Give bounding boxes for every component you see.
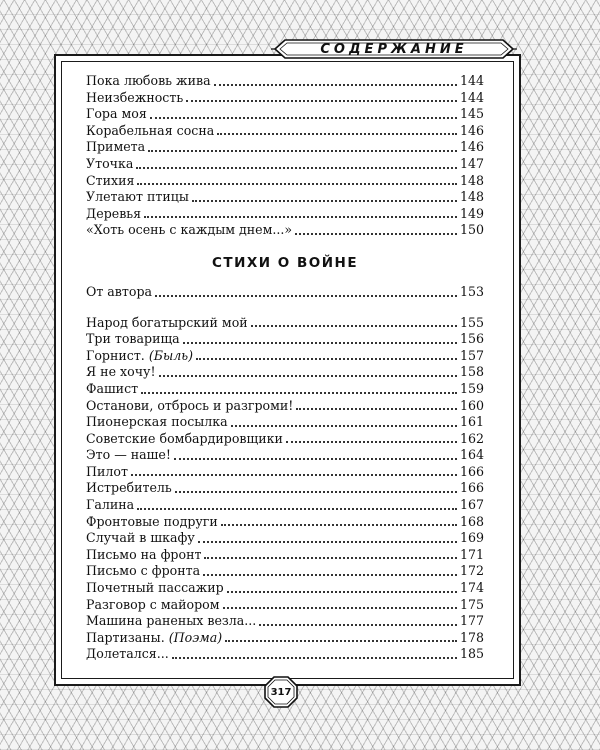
spacer <box>86 301 484 315</box>
dot-leader <box>203 566 457 576</box>
section-heading: СТИХИ О ВОЙНЕ <box>211 254 359 271</box>
toc-entry <box>86 206 484 223</box>
dot-leader <box>221 516 457 526</box>
dot-leader <box>214 76 457 86</box>
entry-page: 150 <box>459 222 484 238</box>
dot-leader <box>175 483 457 493</box>
entry-page: 185 <box>459 646 484 662</box>
entry-title: Народ богатырский мой <box>86 314 248 330</box>
entry-page: 161 <box>459 414 484 430</box>
dot-leader <box>159 367 457 377</box>
dot-leader <box>192 192 457 202</box>
dot-leader <box>225 632 457 642</box>
toc-entry <box>86 398 484 415</box>
toc-entry <box>86 630 484 647</box>
dot-leader <box>227 583 457 593</box>
toc-entry <box>86 123 484 140</box>
entry-title: Письмо с фронта <box>86 563 201 579</box>
entry-page: 175 <box>459 596 484 612</box>
dot-leader <box>204 549 457 559</box>
dot-leader <box>144 208 457 218</box>
page-number: 317 <box>270 686 292 698</box>
entry-page: 172 <box>459 563 484 579</box>
header-title: СОДЕРЖАНИЕ <box>320 41 468 57</box>
entry-page: 155 <box>459 314 484 330</box>
toc-entry <box>86 613 484 630</box>
dot-leader <box>251 317 457 327</box>
header-banner <box>271 38 517 60</box>
toc-group-1 <box>86 73 484 239</box>
dot-leader <box>174 450 457 460</box>
toc-entry <box>86 447 484 464</box>
toc-entry <box>86 381 484 398</box>
dot-leader <box>259 616 457 626</box>
entry-title: Фронтовые подруги <box>86 513 218 529</box>
entry-title: Долетался... <box>86 646 169 662</box>
entry-title: Корабельная сосна <box>86 122 215 138</box>
toc-entry <box>86 106 484 123</box>
entry-page: 146 <box>459 122 484 138</box>
entry-page: 148 <box>459 189 484 205</box>
page-number-badge <box>264 676 298 708</box>
entry-title: «Хоть осень с каждым днем...» <box>86 222 293 238</box>
entry-page: 144 <box>459 73 484 88</box>
entry-page: 158 <box>459 364 484 380</box>
entry-page: 171 <box>459 546 484 562</box>
toc-entry <box>86 156 484 173</box>
entry-title: Фашист <box>86 380 139 396</box>
toc-entry <box>86 331 484 348</box>
dot-leader <box>137 175 457 185</box>
entry-page: 169 <box>459 530 484 546</box>
toc-entry <box>86 189 484 206</box>
dot-leader <box>286 433 457 443</box>
dot-leader <box>198 533 457 543</box>
entry-title: Советские бомбардировщики <box>86 430 283 446</box>
entry-page: 178 <box>459 629 484 645</box>
entry-title: Это — наше! <box>86 447 171 463</box>
entry-page: 153 <box>459 283 484 299</box>
toc-entry-intro <box>86 284 484 301</box>
entry-title: Стихия <box>86 172 135 188</box>
entry-page: 177 <box>459 613 484 629</box>
entry-page: 144 <box>459 89 484 105</box>
toc-entry <box>86 73 484 90</box>
entry-title <box>86 630 222 647</box>
entry-title: Я не хочу! <box>86 364 156 380</box>
entry-title: Случай в шкафу <box>86 530 195 546</box>
entry-page: 147 <box>459 155 484 171</box>
toc-entry <box>86 563 484 580</box>
toc-entry <box>86 646 484 663</box>
toc-entry <box>86 431 484 448</box>
dot-leader <box>148 142 457 152</box>
dot-leader <box>186 92 457 102</box>
dot-leader <box>172 649 457 659</box>
toc-entry <box>86 222 484 239</box>
dot-leader <box>141 384 457 394</box>
toc-entry <box>86 497 484 514</box>
dot-leader <box>196 350 457 360</box>
entry-page: 174 <box>459 580 484 596</box>
entry-title: Истребитель <box>86 480 172 496</box>
entry-title: От автора <box>86 283 153 299</box>
dot-leader <box>131 466 457 476</box>
entry-page: 166 <box>459 463 484 479</box>
entry-page: 148 <box>459 172 484 188</box>
table-of-contents <box>86 73 484 663</box>
toc-entry <box>86 530 484 547</box>
entry-title: Примета <box>86 139 146 155</box>
dot-leader <box>183 334 457 344</box>
entry-title-main: Горнист. <box>86 347 145 363</box>
entry-page: 146 <box>459 139 484 155</box>
entry-page: 164 <box>459 447 484 463</box>
entry-title: Уточка <box>86 155 134 171</box>
entry-title: Пилот <box>86 463 128 479</box>
toc-entry <box>86 315 484 332</box>
toc-entry <box>86 139 484 156</box>
toc-entry <box>86 464 484 481</box>
entry-page: 149 <box>459 205 484 221</box>
toc-entry <box>86 597 484 614</box>
entry-title: Улетают птицы <box>86 189 189 205</box>
dot-leader <box>231 417 457 427</box>
entry-title: Пионерская посылка <box>86 414 228 430</box>
toc-entry <box>86 580 484 597</box>
entry-title: Письмо на фронт <box>86 546 202 562</box>
toc-entry <box>86 514 484 531</box>
dot-leader <box>223 599 457 609</box>
entry-title: Три товарища <box>86 331 180 347</box>
entry-page: 167 <box>459 497 484 513</box>
dot-leader <box>136 159 457 169</box>
entry-title: Пока любовь жива <box>86 73 211 88</box>
entry-page: 162 <box>459 430 484 446</box>
entry-page: 160 <box>459 397 484 413</box>
entry-page: 166 <box>459 480 484 496</box>
toc-entry <box>86 547 484 564</box>
toc-entry <box>86 414 484 431</box>
entry-title: Гора моя <box>86 106 147 122</box>
entry-title: Останови, отбрось и разгроми! <box>86 397 294 413</box>
dot-leader <box>295 225 457 235</box>
entry-title: Деревья <box>86 205 142 221</box>
toc-entry <box>86 173 484 190</box>
entry-page: 156 <box>459 331 484 347</box>
entry-page: 157 <box>459 347 484 363</box>
toc-entry <box>86 348 484 365</box>
dot-leader <box>296 400 457 410</box>
dot-leader <box>217 125 457 135</box>
entry-title: Разговор с майором <box>86 596 220 612</box>
toc-entry <box>86 480 484 497</box>
dot-leader <box>155 287 457 297</box>
entry-title-main: Партизаны. <box>86 629 165 645</box>
dot-leader <box>150 109 457 119</box>
toc-entry <box>86 364 484 381</box>
entry-title: Неизбежность <box>86 89 184 105</box>
entry-subtitle: (Поэма) <box>168 629 223 645</box>
entry-title: Галина <box>86 497 135 513</box>
dot-leader <box>137 500 457 510</box>
entry-subtitle: (Быль) <box>148 347 194 363</box>
entry-title: Машина раненых везла... <box>86 613 257 629</box>
entry-title <box>86 348 193 365</box>
entry-page: 168 <box>459 513 484 529</box>
entry-title: Почетный пассажир <box>86 580 224 596</box>
entry-page: 159 <box>459 380 484 396</box>
toc-group-2 <box>86 315 484 663</box>
toc-entry <box>86 90 484 107</box>
entry-page: 145 <box>459 106 484 122</box>
